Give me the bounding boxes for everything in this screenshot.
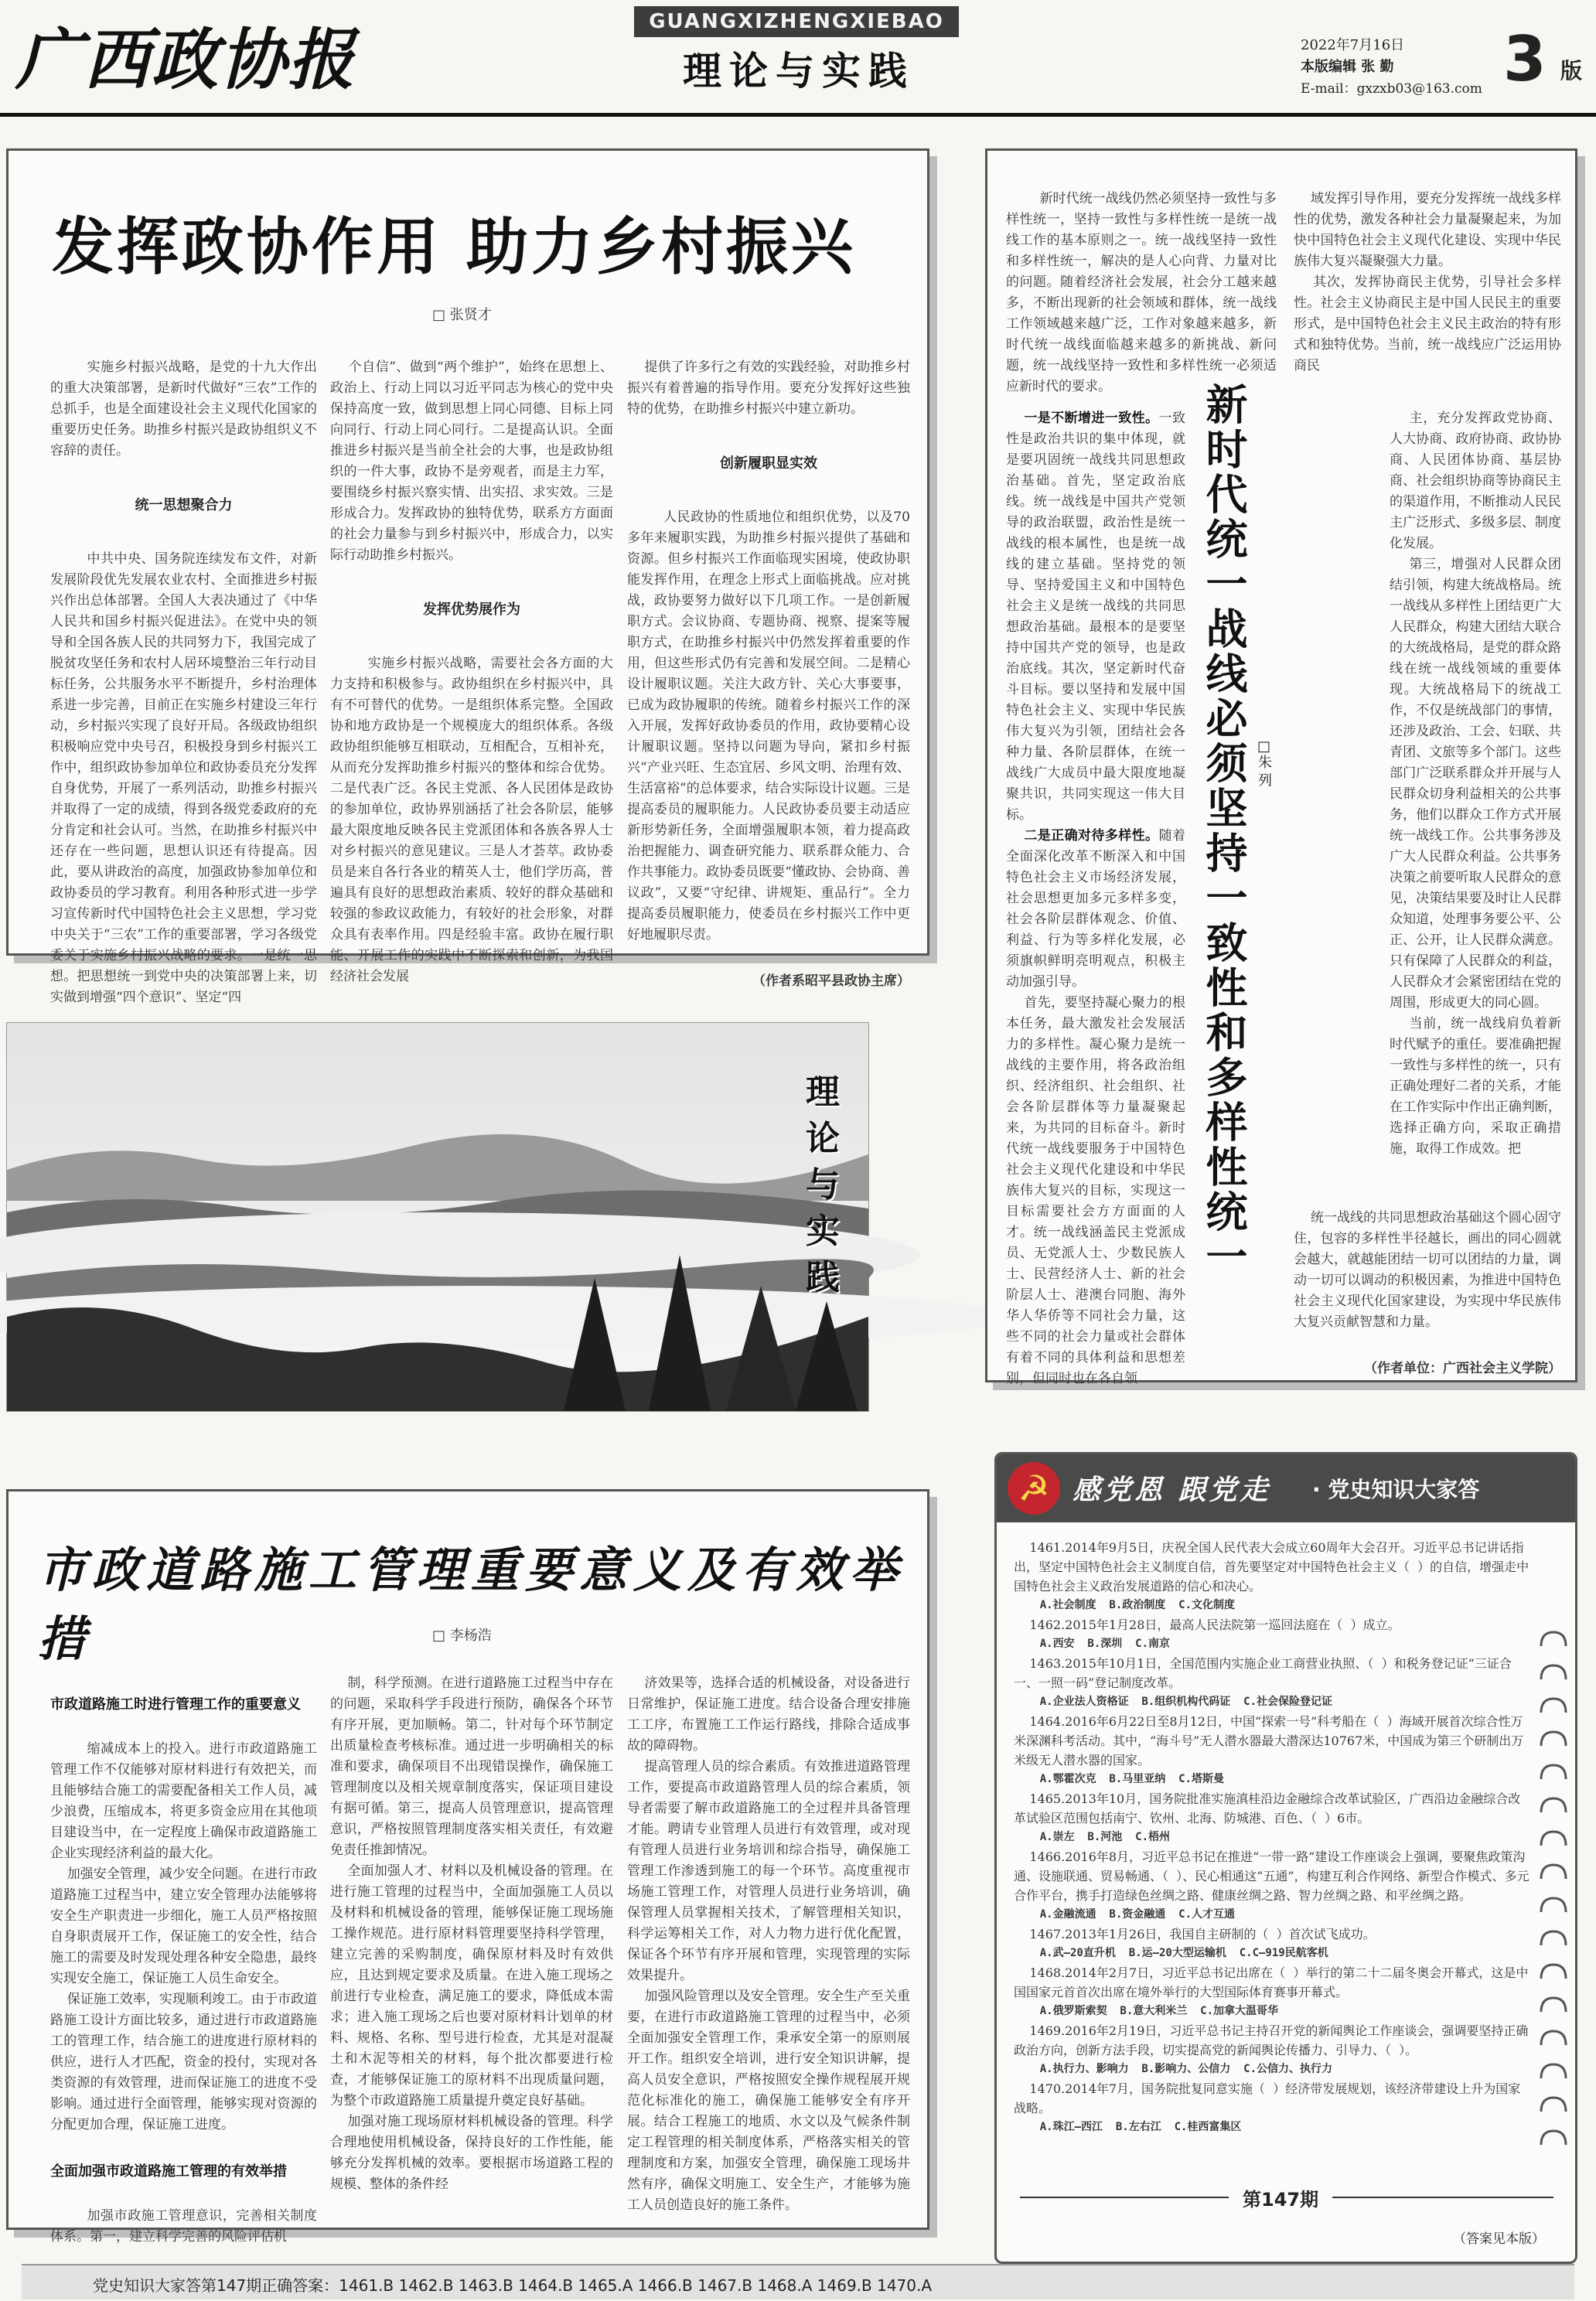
- landscape-image: [7, 1023, 868, 1411]
- quiz-item: A.执行力、影响力 B.影响力、公信力 C.公信力、执行力: [1014, 2063, 1333, 2075]
- article2-column-3b: [1390, 387, 1561, 1184]
- email-text: E-mail：gxzxb03@163.com: [1301, 81, 1482, 97]
- caption-char: 论: [806, 1119, 840, 1158]
- ring-icon: [1541, 1931, 1566, 1945]
- ring-icon: [1541, 1699, 1566, 1713]
- masthead-rule: [0, 113, 1596, 117]
- mountain-fog-photo: [6, 1022, 869, 1412]
- article2-column-3c: [1294, 1187, 1561, 1376]
- article2-author: （作者单位：广西社会主义学院）: [1364, 1361, 1561, 1376]
- date-text: 2022年7月16日: [1301, 37, 1405, 53]
- article2-column-1b: [1006, 387, 1186, 1386]
- article1-subhead-2: 发挥优势展作为: [423, 602, 520, 618]
- quiz-item: 1469.2016年2月19日，习近平总书记主持召开党的新闻舆论工作座谈会，强调要坚持正确政治方向，创新方法手段，切实提高党的新闻舆论传播力、引导力、（ ）。: [1014, 2023, 1529, 2057]
- article2-col3c-text: 统一战线的共同思想政治基础这个圆心固守住，包容的多样性半径越长，画出的同心圆就会越大，就越能团结一切可以团结的力量，调动一切可以调动的积极因素，为推进中国特色社会主义现代化国家建设，为实现中华民族伟大复兴贡献智慧和力量。: [1294, 1210, 1561, 1330]
- newspaper-logo: 广西政协报: [15, 21, 356, 99]
- caption-char: 践: [806, 1258, 840, 1297]
- section-title: 理论与实践: [683, 49, 915, 94]
- article3-byline: □ 李杨浩: [432, 1628, 492, 1644]
- quiz-item: A.俄罗斯索契 B.意大利米兰 C.加拿大温哥华: [1014, 2005, 1279, 2017]
- article3-column-3: [627, 1652, 910, 2224]
- article1-column-1: [50, 336, 317, 1005]
- article1-col3b-text: 人民政协的性质地位和组织优势，以及70多年来履职实践，为助推乡村振兴提供了基础和资源。但乡村振兴工作面临现实困境，使政协职能发挥作用，在理念上形式上面临挑战。应对挑战，政协要努力做好以下几项工作。一是创新履职方式。会议协商、专题协商、视察、提案等履职方式，在助推乡村振兴中仍然发挥着重要的作用，但这些形式仍有完善和发展空间。二是精心设计履职议题。关注大政方针、关心大事要事，已成为政协履职的传统。随着乡村振兴工作的深入开展，发挥好政协委员的作用，政协要精心设计履职议题。坚持以问题为导向，紧扣乡村振兴“产业兴旺、生态宜居、乡风文明、治理有效、生活富裕”的总体要求，结合实际设计议题。三是提高委员的履职能力。人民政协委员要主动适应新形势新任务，全面增强履职本领，着力提高政治把握能力、调查研究能力、联系群众能力、合作共事能力。政协委员既要“懂政协、会协商、善议政”，又要“守纪律、讲规矩、重品行”。全力提高委员履职能力，使委员在乡村振兴工作中更好地履职尽责。: [627, 510, 910, 943]
- masthead: [0, 0, 1596, 131]
- quiz-title: 感党恩 跟党走: [1073, 1474, 1271, 1506]
- quiz-item: 1467.2013年1月26日，我国自主研制的（ ）首次试飞成功。: [1014, 1927, 1376, 1941]
- ring-icon: [1541, 2131, 1566, 2145]
- quiz-item: 1464.2016年6月22日至8月12日，中国“探索一号”科考船在（ ）海域开展首次综合性万米深渊科考活动。其中，“海斗号”无人潜水器最大潜深达10767米，中国成为第三个研制出万米级无人潜水器的国家。: [1014, 1714, 1524, 1768]
- article1-col1b-text: 中共中央、国务院连续发布文件，对新发展阶段优先发展农业农村、全面推进乡村振兴作出总体部署。全国人大表决通过了《中华人民共和国乡村振兴促进法》。在党中央的领导和全国各族人民的共同努力下，我国完成了脱贫攻坚任务和农村人居环境整治三年行动目标任务，公共服务水平不断提升，乡村治理体系进一步完善，目前正在实施乡村建设三年行动，乡村振兴实现了良好开局。各级政协组织积极响应党中央号召，积极投身到乡村振兴工作中，组织政协参加单位和政协委员充分发挥自身优势，开展了一系列活动，助推乡村振兴并取得了一定的成绩，得到各级党委政府的充分肯定和社会认可。当然，在助推乡村振兴中还存在一些问题，思想认识还有待提高。因此，要从讲政治的高度，加强政协参加单位和政协委员的学习教育。利用各种形式进一步学习宣传新时代中国特色社会主义思想，学习党中央关于“三农”工作的重要部署，学习各级党委关于实施乡村振兴战略的要求。一是统一思想。把思想统一到党中央的决策部署上来，切实做到增强“四个意识”、坚定“四: [50, 551, 317, 1005]
- quiz-item: 1461.2014年9月5日，庆祝全国人民代表大会成立60周年大会召开。习近平总书记讲话指出，坚定中国特色社会主义制度自信，首先要坚定对中国特色社会主义（ ）的自信，增强走中国特色社会主义政治发展道路的信心和决心。: [1014, 1540, 1530, 1594]
- article3-subhead-2: 全面加强市政道路施工管理的有效举措: [50, 2163, 287, 2180]
- article3-col1b-text: 加强市政施工管理意识，完善相关制度体系。第一，建立科学完善的风险评估机: [50, 2208, 317, 2245]
- article2-column-1: [1006, 168, 1277, 394]
- quiz-item: A.武—20直升机 B.运—20大型运输机 C.C—919民航客机: [1014, 1947, 1328, 1959]
- ring-icon: [1541, 1732, 1566, 1746]
- article2-col2-text: 随着全面深化改革不断深入和中国特色社会主义市场经济发展，社会思想更加多元多样多变，社会各阶层群体观念、价值、利益、行为等多样化发展，必须旗帜鲜明亮明观点，积极主动加强引导。 首先，要坚持凝心聚力的根本任务，最大激发社会发展活力的多样性。凝心聚力是统一战线的主要作用，将各政治组织、经济组织、社会组织、社会各阶层群体等力量凝聚起来，为共同的目标奋斗。新时代统一战线要服务于中国特色社会主义现代化建设和中华民族伟大复兴的目标，实现这一目标需要社会方方面面的人才。统一战线涵盖民主党派成员、无党派人士、少数民族人士、民营经济人士、新的社会阶层人士、港澳台同胞、海外华人华侨等不同社会力量，这些不同的社会力量或社会群体有着不同的具体利益和思想差别，但同时也在各自领: [1006, 828, 1186, 1386]
- quiz-questions: [1014, 1538, 1530, 2172]
- ring-icon: [1541, 1865, 1566, 1879]
- article3-col3-text: 济效果等，选择合适的机械设备，对设备进行日常维护，保证施工进度。结合设备合理安排施工工序，布置施工工作运行路线，排除合适成事故的障碍物。 提高管理人员的综合素质。有效推进道路管理工作，要提高市政道路管理人员的综合素质，领导者需要了解市政道路施工的全过程并具备管理才能。聘请专业管理人员进行有效管理，或对现有管理人员进行业务培训和综合指导，确保施工管理工作渗透到施工的每一个环节。高度重视市场施工管理工作，对管理人员进行业务培训，确保管理人员掌握相关技术，了解管理相关知识，科学运筹相关工作，对人力物力进行优化配置，保证各个环节有序开展和管理，实现管理的实际效果提升。 加强风险管理以及安全管理。安全生产至关重要，在进行市政道路施工管理的过程当中，必须全面加强安全管理工作，秉承安全第一的原则展开工作。组织安全培训，进行安全知识讲解，提高人员安全意识，严格按照安全操作规程展开规范化标准化的施工，确保施工能够安全有序开展。结合工程施工的地质、水文以及气候条件制定工程管理的相关制度体系，严格落实相关的管理制度和方案，加强安全管理，确保施工现场井然有序，确保文明施工、安全生产，才能够为施工人员创造良好的施工条件。: [627, 1675, 911, 2213]
- article2-col3-text: 域发挥引导作用，要充分发挥统一战线多样性的优势，激发各种社会力量凝聚起来，为加快中国特色社会主义现代化建设、实现中华民族伟大复兴凝聚强大力量。 其次，发挥协商民主优势，引导社会多样性。社会主义协商民主是中国人民民主的重要形式，是中国特色社会主义民主政治的特有形式和独特优势。当前，统一战线应广泛运用协商民: [1294, 191, 1561, 373]
- article1-col1-text: 实施乡村振兴战略，是党的十九大作出的重大决策部署，是新时代做好“三农”工作的总抓手，也是全面建设社会主义现代化国家的重要历史任务。助推乡村振兴是政协组织义不容辞的责任。: [50, 360, 317, 458]
- article2-column-3: [1294, 168, 1561, 383]
- article3-column-2: [330, 1652, 613, 2224]
- quiz-item: 1465.2013年10月，国务院批准实施滇桂沿边金融综合改革试验区，广西沿边金融综合改革试验区范围包括南宁、钦州、北海、防城港、百色、（ ）6市。: [1014, 1791, 1521, 1825]
- article1-column-2: [330, 336, 613, 984]
- article3-col2-text: 制，科学预测。在进行道路施工过程当中存在的问题，采取科学手段进行预防，确保各个环节有序开展，更加顺畅。第二，针对每个环节制定出质量检查考核标准。通过进一步明确相关的标准和要求，确保项目不出现错误操作，确保施工管理制度以及相关规章制度落实，保证项目建设有据可循。第三，提高人员管理意识，提高管理意识，严格按照管理制度落实相关责任，有效避免责任推卸情况。 全面加强人才、材料以及机械设备的管理。在进行施工管理的过程当中，全面加强施工人员以及材料和机械设备的管理，能够保证施工现场施工操作规范。进行原材料管理要坚持科学管理，建立完善的采购制度，确保原材料及时有效供应，且达到规定要求及质量。在进入施工现场之前进行专业检查，满足施工的要求，降低成本需求；进入施工现场之后也要对原材料计划单的材料、规格、名称、型号进行检查，尤其是对混凝土和木泥等相关的材料，每个批次都要进行检查，才能够保证施工的原材料不出现质量问题，为整个市政道路施工质量提升奠定良好基础。 加强对施工现场原材料机械设备的管理。科学合理地使用机械设备，保持良好的工作性能，能够充分发挥机械的效率。要根据市场道路工程的规模、整体的条件经: [330, 1675, 614, 2192]
- page-unit: 版: [1560, 58, 1583, 84]
- photo-caption-vertical: [796, 1069, 850, 1301]
- article1-subhead-3: 创新履职显实效: [720, 455, 817, 472]
- ring-icon: [1541, 1965, 1566, 1979]
- ring-icon: [1541, 1665, 1566, 1679]
- article2-byline: □朱 列: [1256, 738, 1272, 787]
- article3-subhead-1: 市政道路施工时进行管理工作的重要意义: [50, 1696, 301, 1713]
- footer-answer-bar: [22, 2264, 1574, 2299]
- ring-icon: [1541, 1798, 1566, 1812]
- quiz-item: A.西安 B.深圳 C.南京: [1014, 1638, 1171, 1650]
- quiz-item: 1466.2016年8月，习近平总书记在推进“一带一路”建设工作座谈会上强调，要聚焦政策沟通、设施联通、贸易畅通、（ ）、民心相通这“五通”，构建互利合作网络、新型合作模式、多元合作平台，携手打造绿色丝绸之路、健康丝绸之路、智力丝绸之路、和平丝绸之路。: [1014, 1849, 1530, 1903]
- article1-byline: □ 张贤才: [432, 307, 492, 323]
- quiz-item: A.社会制度 B.政治制度 C.文化制度: [1014, 1599, 1236, 1611]
- quiz-item: 1468.2014年2月7日，习近平总书记出席在（ ）举行的第二十二届冬奥会开幕式，这是中国国家元首首次出席在境外举行的大型国际体育赛事开幕式。: [1014, 1965, 1529, 1999]
- article1-title: 发挥政协作用 助力乡村振兴: [52, 211, 856, 283]
- quiz-item: A.鄂霍次克 B.马里亚纳 C.塔斯曼: [1014, 1773, 1225, 1785]
- article-municipal-road: [6, 1489, 929, 2245]
- article1-col2b-text: 实施乡村振兴战略，需要社会各方面的大力支持和积极参与。政协组织在乡村振兴中，具有不可替代的优势。一是组织体系完整。全国政协和地方政协是一个规模庞大的组织体系。各级政协组织能够互相联动，互相配合，互相补充，从而充分发挥助推乡村振兴的整体和综合优势。二是代表广泛。各民主党派、各人民团体是政协的参加单位，政协界别涵括了社会各阶层，能够最大限度地反映各民主党派团体和各族各界人士对乡村振兴的意见建议。三是人才荟萃。政协委员是来自各行各业的精英人士，他们学历高，普遍具有良好的思想政治素质、较好的群众基础和较强的参政议政能力，有较好的社会形象，对群众具有表率作用。四是经验丰富。政协在履行职能、开展工作的实践中不断探索和创新，为我国经济社会发展: [330, 656, 613, 984]
- article3-column-1: [50, 1652, 317, 2245]
- article2-subhead-1: 一是不断增进一致性。: [1024, 411, 1159, 426]
- ring-icon: [1541, 1832, 1566, 1846]
- quiz-item: A.企业法人资格证 B.组织机构代码证 C.社会保险登记证: [1014, 1696, 1333, 1708]
- quiz-item: 1463.2015年10月1日，全国范围内实施企业工商营业执照、（ ）和税务登记证“三证合一、一照一码”登记制度改革。: [1014, 1656, 1512, 1690]
- quiz-item: 1462.2015年1月28日，最高人民法院第一巡回法庭在（ ）成立。: [1014, 1618, 1400, 1632]
- ring-icon: [1541, 2031, 1566, 2045]
- caption-char: 理: [806, 1072, 840, 1112]
- party-history-quiz: [994, 1452, 1577, 2264]
- article1-col2-text: 个自信”、做到“两个维护”，始终在思想上、政治上、行动上同以习近平同志为核心的党中央保持高度一致，做到思想上同心同德、目标上同向同行、行动上同心同行。二是提高认识。全面推进乡村振兴是当前全社会的大事，也是政协组织的一件大事，政协不是旁观者，而是主力军，要围绕乡村振兴察实情、出实招、求实效。三是形成合力。发挥政协的独特优势，联系方方面面的社会力量参与到乡村振兴中，形成合力，以实际行动助推乡村振兴。: [330, 360, 613, 563]
- quiz-header: [997, 1454, 1575, 1522]
- article1-author: （作者系昭平县政协主席）: [752, 973, 910, 989]
- pinyin-bar: GUANGXIZHENGXIEBAO: [634, 6, 959, 37]
- article2-col1-text: 新时代统一战线仍然必须坚持一致性与多样性统一，坚持一致性与多样性统一是统一战线工作的基本原则之一。统一战线坚持一致性和多样性统一，解决的是人心向背、力量对比的问题。随着经济社会发展，社会分工越来越多，不断出现新的社会领域和群体，统一战线工作领域越来越广泛，工作对象越来越多，新时代统一战线面临越来越多的新挑战、新问题，统一战线坚持一致性和多样性统一必须适应新时代的要求。: [1006, 191, 1277, 394]
- ring-icon: [1541, 1765, 1566, 1779]
- article1-column-3: [627, 336, 911, 989]
- article1-subhead-1: 统一思想聚合力: [135, 497, 233, 513]
- page-number: 3: [1503, 23, 1547, 95]
- editor-text: 本版编辑 张 勤: [1301, 59, 1394, 75]
- quiz-item: A.金融流通 B.资金融通 C.人才互通: [1014, 1908, 1236, 1921]
- party-emblem-icon: ☭: [1008, 1462, 1060, 1515]
- ring-binder-icon: [1538, 1624, 1569, 2158]
- ring-icon: [1541, 2064, 1566, 2078]
- article2-title-vertical: 新时代统一战线必须坚持一致性和多样性统一: [1199, 383, 1248, 1280]
- ring-icon: [1541, 2098, 1566, 2112]
- article-united-front: [985, 148, 1577, 1386]
- article1-col3-text: 提供了许多行之有效的实践经验，对助推乡村振兴有着普遍的指导作用。要充分发挥好这些独特的优势，在助推乡村振兴中建立新功。: [627, 360, 911, 417]
- quiz-item: A.崇左 B.河池 C.梧州: [1014, 1831, 1171, 1843]
- article3-col1-text: 缩减成本上的投入。进行市政道路施工管理工作不仅能够对原材料进行有效把关，而且能够结合施工的需要配备相关工作人员，减少浪费，压缩成本，将更多资金应用在其他项目建设当中，在一定程度上确保市政道路施工企业实现经济利益的最大化。 加强安全管理，减少安全问题。在进行市政道路施工过程当中，建立安全管理办法能够将安全生产职责进一步细化，施工人员严格按照自身职责展开工作，保证施工的安全性，结合施工的需要及时发现处理各种安全隐患，最终实现安全施工，保证施工人员生命安全。 保证施工效率，实现顺利竣工。由于市政道路施工设计方面比较多，通过进行市政道路施工的管理工作，结合施工的进度进行原材料的供应，进行人才匹配，资金的投付，实现对各类资源的有效管理，进而保证施工的进度不受影响。通过进行全面管理，能够实现对资源的分配更加合理，保证施工进度。: [50, 1741, 317, 2132]
- quiz-answer-note: （答案见本版）: [1453, 2231, 1545, 2247]
- article-rural-revitalization: [6, 148, 929, 1005]
- footer-answers-text: 党史知识大家答第147期正确答案：1461.B 1462.B 1463.B 1464.B 1465.A 1466.B 1467.B 1468.A 1469.B 1470.A: [93, 2276, 933, 2295]
- article2-col3b-text: 主，充分发挥政党协商、人大协商、政府协商、政协协商、人民团体协商、基层协商、社会组织协商等协商民主的渠道作用，不断推动人民民主广泛形式、多级多层、制度化发展。 第三，增强对人民群众团结引领，构建大统战格局。统一战线从多样性上团结更广大人民群众，构建大团结大联合的大统战格局，是党的群众路线在统一战线领域的重要体现。大统战格局下的统战工作，不仅是统战部门的事情，还涉及政治、工会、妇联、共青团、文旅等多个部门。这些部门广泛联系群众并开展与人民群众切身利益相关的公共事务，他们以群众工作方式开展统一战线工作。公共事务涉及广大人民群众利益。公共事务决策之前要听取人民群众的意见，决策结果要及时让人民群众知道，处理事务要公平、公正、公开，让人民群众满意。只有保障了人民群众的利益，人民群众才会紧密团结在党的周围，形成更大的同心圆。 当前，统一战线肩负着新时代赋予的重任。要准确把握一致性与多样性的统一，只有正确处理好二者的关系，才能在工作实际中作出正确判断，选择正确方向，采取正确措施，取得工作成效。把: [1390, 411, 1561, 1157]
- notebook-rings: [1538, 1624, 1569, 2158]
- quiz-issue-label: 第147期: [1229, 2184, 1332, 2211]
- article2-subhead-2: 二是正确对待多样性。: [1024, 828, 1159, 844]
- ring-icon: [1541, 1632, 1566, 1646]
- caption-char: 与: [806, 1165, 840, 1205]
- quiz-item: A.珠江—西江 B.左右江 C.桂西富集区: [1014, 2121, 1242, 2133]
- quiz-subtitle: · 党史知识大家答: [1312, 1477, 1480, 1502]
- quiz-item: 1470.2014年7月，国务院批复同意实施（ ）经济带发展规划，该经济带建设上升为国家战略。: [1014, 2081, 1521, 2115]
- caption-char: 实: [806, 1212, 840, 1251]
- article2-col1b-text: 一致性是政治共识的集中体现，就是要巩固统一战线共同思想政治基础。首先，坚定政治底线。统一战线是中国共产党领导的政治联盟，政治性是统一战线的根本属性，也是统一战线的建立基础。坚持党的领导、坚持爱国主义和中国特色社会主义是统一战线的共同思想政治基础。最根本的是要坚持中国共产党的领导，也是政治底线。其次，坚定新时代奋斗目标。要以坚持和发展中国特色社会主义、实现中华民族伟大复兴为引领，团结社会各种力量、各阶层群体，在统一战线广大成员中最大限度地凝聚共识，共同实现这一伟大目标。: [1006, 411, 1186, 823]
- ring-icon: [1541, 1998, 1566, 2012]
- article3-title: 市政道路施工管理重要意义及有效举措: [38, 1542, 905, 1667]
- ring-icon: [1541, 1898, 1566, 1912]
